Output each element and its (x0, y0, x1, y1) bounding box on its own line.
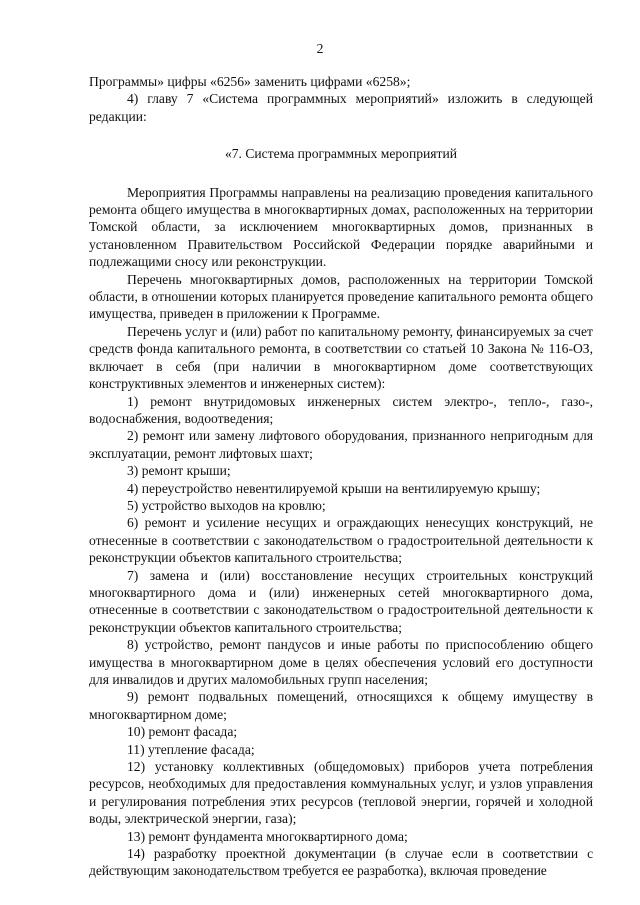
list-item: 10) ремонт фасада; (127, 724, 238, 740)
list-item: 6) ремонт и усиление несущих и ограждающих ненесущих конструкций, не отнесенные в соответствии с законодательством о градостроительной деятельности к реконструкции объектов капитального строительства; (89, 515, 593, 566)
list-item: 12) установку коллективных (общедомовых) приборов учета потребления ресурсов, необходимых для предоставления коммунальных услуг, и узлов управления и регулирования потребления этих ресурсов (тепловой энергии, горячей и холодной воды, электрической энергии, газа); (89, 759, 593, 827)
list-item: 3) ремонт крыши; (127, 463, 231, 479)
body-paragraph: Перечень услуг и (или) работ по капитальному ремонту, финансируемых за счет средств фонда капитального ремонта, в соответствии со статьей 10 Закона № 116-ОЗ, включает в себя (при наличии в многоквартирном доме соответствующих конструктивных элементов и инженерных систем): (89, 323, 593, 392)
list-item: 8) устройство, ремонт пандусов и иные работы по приспособлению общего имущества в многоквартирном доме в целях обеспечения условий его доступности для инвалидов и других маломобильных групп населения; (89, 637, 593, 687)
list-item: 11) утепление фасада; (127, 741, 255, 757)
intro-line: 4) главу 7 «Система программных мероприятий» изложить в следующей редакции: (89, 91, 593, 124)
list-item: 4) переустройство невентилируемой крыши на вентилируемую крышу; (127, 480, 541, 496)
list-item: 13) ремонт фундамента многоквартирного дома; (127, 828, 408, 844)
list-item: 9) ремонт подвальных помещений, относящихся к общему имуществу в многоквартирном доме; (89, 689, 593, 722)
list-item: 7) замена и (или) восстановление несущих строительных конструкций многоквартирного дома и (или) инженерных сетей многоквартирного дома, отнесенные в соответствии с законодательством о градостроительной деятельности к реконструкции объектов капитального строительства; (89, 567, 593, 635)
body-paragraph: Перечень многоквартирных домов, расположенных на территории Томской области, в отношении которых планируется проведение капитального ремонта общего имущества, приведен в приложении к Программе. (89, 271, 593, 322)
intro-line: Программы» цифры «6256» заменить цифрами «6258»; (89, 74, 411, 89)
list-item: 1) ремонт внутридомовых инженерных систем электро-, тепло-, газо-, водоснабжения, водоотведения; (89, 393, 593, 426)
body-paragraph: Мероприятия Программы направлены на реализацию проведения капитального ремонта общего имущества в многоквартирных домах, расположенных на территории Томской области, за исключением многоквартирных домов, признанных в установленном Правительством Российской Федерации порядке аварийными и подлежащими сносу или реконструкции. (89, 184, 593, 270)
page-number: 2 (316, 41, 324, 56)
document-body (89, 73, 593, 880)
list-item: 2) ремонт или замену лифтового оборудования, признанного непригодным для эксплуатации, ремонт лифтовых шахт; (89, 428, 593, 461)
list-item: 5) устройство выходов на кровлю; (127, 497, 326, 513)
list-item: 14) разработку проектной документации (в случае если в соответствии с действующим законодательством требуется ее разработка), включая проведение (89, 846, 593, 879)
chapter-heading: «7. Система программных мероприятий (224, 146, 458, 162)
